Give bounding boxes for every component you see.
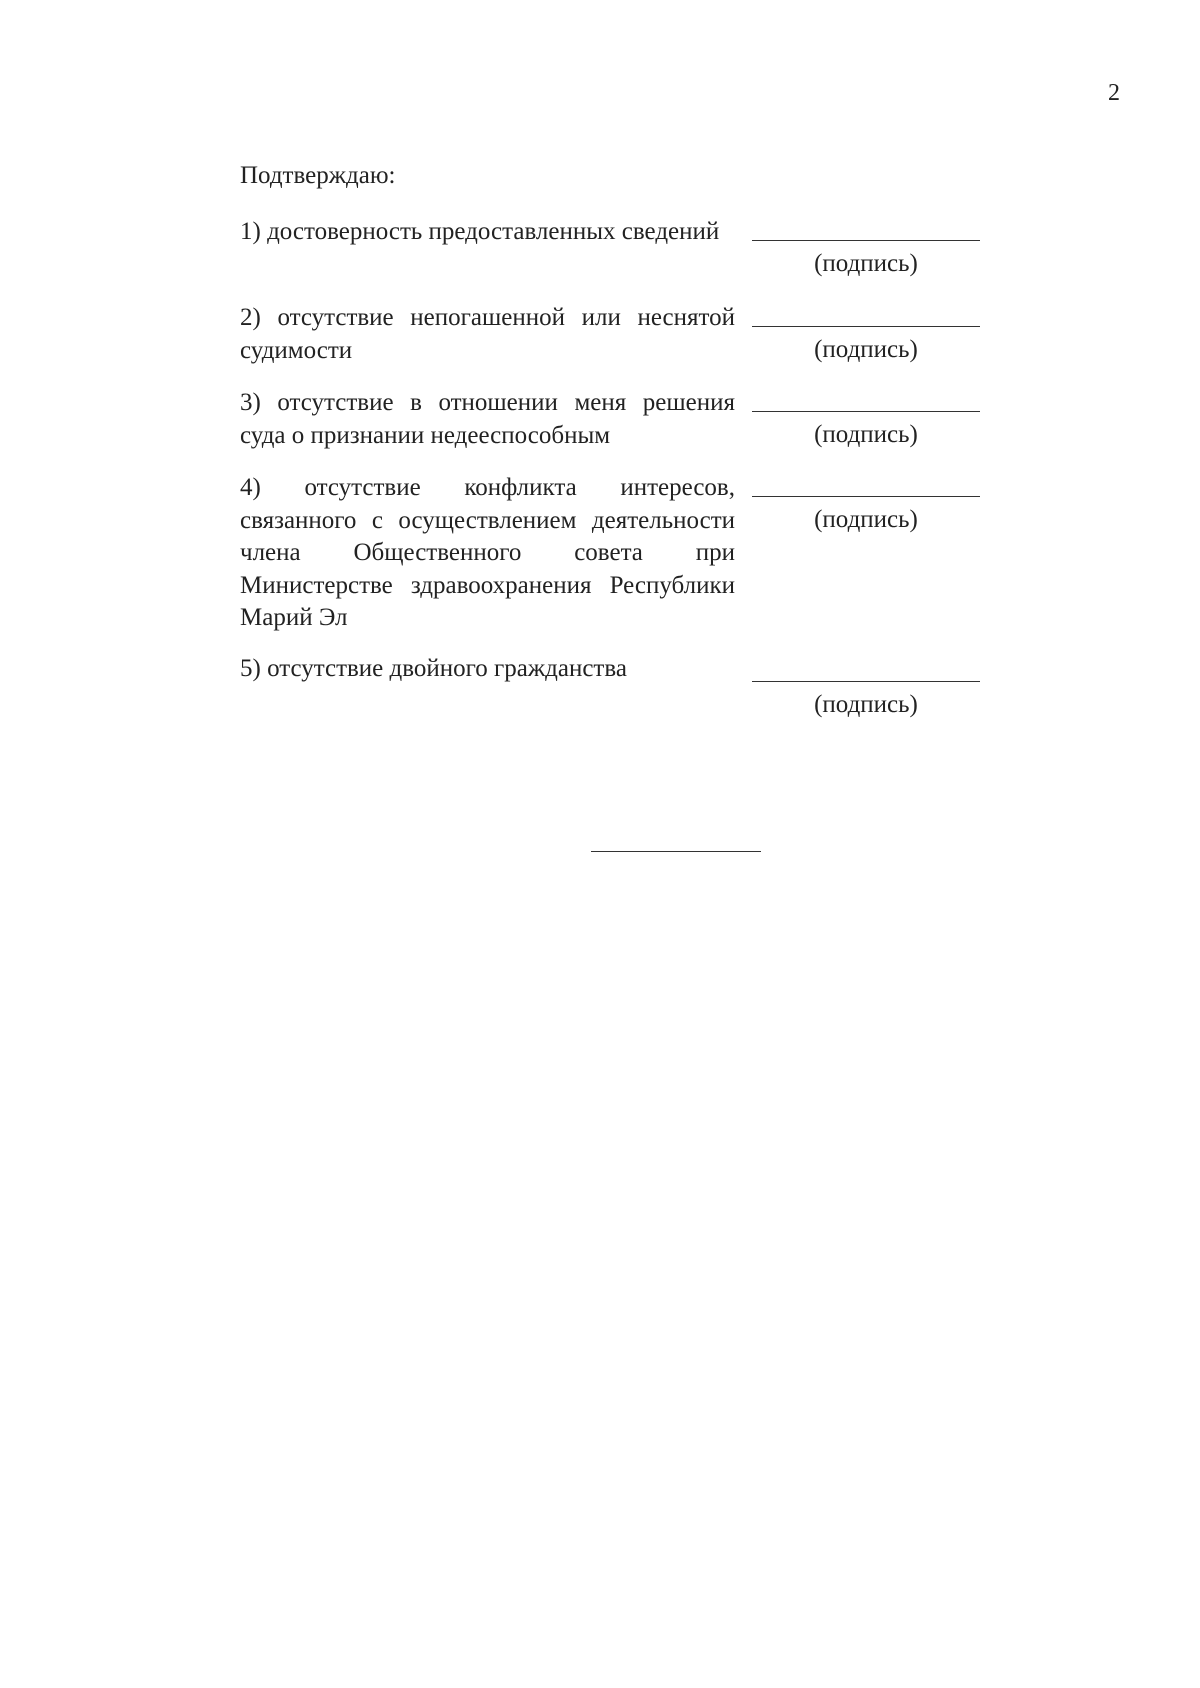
signature-line — [752, 326, 980, 327]
item-text: 3) отсутствие в отношении меня решения суда о признании недееспособным — [240, 389, 735, 449]
signature-caption: (подпись) — [814, 506, 918, 533]
signature-line — [752, 496, 980, 497]
item-text: 5) отсутствие двойного гражданства — [240, 655, 627, 682]
item-text: 1) достоверность предоставленных сведений — [240, 218, 720, 245]
page-number: 2 — [1108, 80, 1120, 106]
item-text: 4) отсутствие конфликта интересов, связанного с осуществлением деятельности члена Общественного совета при Министерстве здравоохранения Республики Марий Эл — [240, 474, 735, 631]
confirm-heading: Подтверждаю: — [240, 162, 396, 189]
end-rule — [591, 851, 761, 852]
signature-caption: (подпись) — [814, 691, 918, 718]
signature-line — [752, 240, 980, 241]
item-text: 2) отсутствие непогашенной или неснятой судимости — [240, 304, 735, 364]
signature-caption: (подпись) — [814, 250, 918, 277]
signature-caption: (подпись) — [814, 336, 918, 363]
signature-line — [752, 411, 980, 412]
signature-line — [752, 681, 980, 682]
signature-caption: (подпись) — [814, 421, 918, 448]
